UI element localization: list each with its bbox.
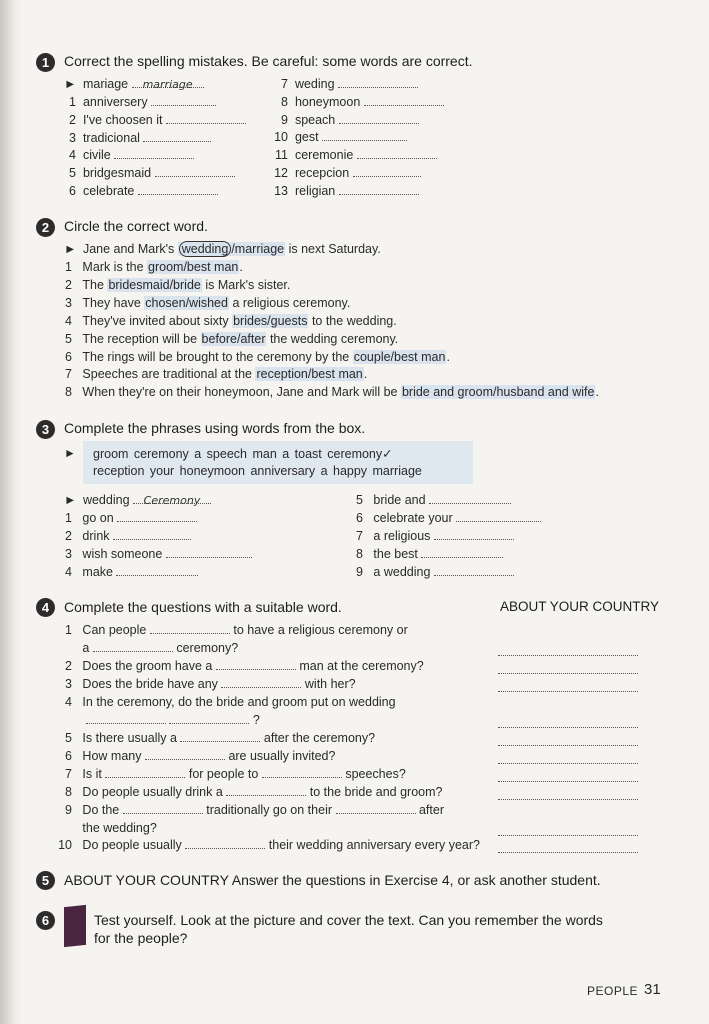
country-answer-field[interactable] [498, 851, 638, 853]
ex2-item-number: 1 [65, 260, 72, 274]
ex2-options[interactable]: groom/best man [148, 260, 239, 274]
ex1-item-word: honeymoon [294, 94, 361, 109]
ex4-question [56, 784, 443, 800]
ex4-answer-field[interactable] [169, 712, 249, 724]
ex1-answer-field[interactable] [155, 165, 235, 177]
ex3-item [355, 546, 503, 562]
ex3-item-word: a wedding [373, 565, 431, 579]
ex2-item-text: They've invited about sixty [82, 313, 233, 328]
ex4-question [56, 730, 375, 746]
ex4-answer-field[interactable] [216, 658, 296, 670]
arrow-bullet-icon: ► [64, 77, 77, 91]
ex4-question-text: the wedding? [82, 821, 157, 835]
ex3-item [64, 510, 197, 526]
ex1-answer-field[interactable] [151, 94, 216, 106]
ex4-question-number: 10 [58, 838, 72, 852]
photo-book-icon [64, 905, 86, 947]
ex4-question-text: traditionally go on their [206, 803, 333, 817]
ex1-item-number: 7 [281, 77, 288, 91]
ex1-item-word: religian [294, 183, 336, 198]
ex3-item-number: 8 [356, 547, 363, 561]
ex4-question-text: speeches? [345, 767, 406, 781]
ex2-item-text: . [363, 367, 368, 382]
ex4-question-number: 5 [65, 731, 72, 745]
ex3-answer-field[interactable] [434, 528, 514, 540]
ex1-item [64, 165, 235, 181]
ex4-question-text: their wedding anniversary every year? [268, 838, 480, 852]
ex1-answer-field[interactable] [322, 129, 407, 141]
ex3-item-word: wish someone [82, 547, 163, 561]
ex4-answer-field[interactable] [93, 640, 173, 652]
ex2-item [64, 295, 350, 311]
ex3-example [64, 492, 211, 508]
ex1-item [270, 147, 437, 163]
ex3-answer-field[interactable] [429, 492, 511, 504]
ex1-item [270, 183, 419, 199]
ex4-question-number: 7 [65, 767, 72, 781]
ex4-question-number: 8 [65, 785, 72, 799]
ex2-item-text: The rings will be brought to the ceremony by the [82, 349, 353, 364]
ex1-item-word: celebrate [82, 184, 135, 198]
ex4-question-text: Is it [82, 767, 102, 781]
ex3-item-word: a religious [373, 529, 431, 543]
ex4-question [56, 837, 480, 853]
ex2-options[interactable]: chosen/wished [145, 295, 228, 310]
exercise-1-heading: Correct the spelling mistakes. Be careful: some words are correct. [64, 53, 473, 69]
ex4-question [56, 820, 157, 836]
country-answer-field[interactable] [498, 744, 638, 746]
ex4-question-number: 1 [65, 623, 72, 637]
ex2-item-text: is Mark's sister. [201, 277, 291, 292]
ex1-item [270, 76, 418, 92]
ex1-example-answer-field[interactable] [132, 76, 204, 91]
ex2-item-text: . [239, 260, 243, 274]
ex3-item-number: 3 [65, 547, 72, 561]
ex2-example [64, 241, 381, 257]
ex1-item-number: 3 [69, 130, 76, 145]
ex2-options[interactable]: before/after [201, 331, 266, 346]
ex2-item [64, 349, 450, 365]
ex4-question [56, 622, 408, 638]
ex2-item-text: The reception will be [82, 331, 201, 346]
ex1-item-word: recepcion [294, 166, 350, 180]
ex1-item-number: 11 [275, 148, 288, 163]
ex4-question [56, 802, 444, 818]
ex1-item [64, 183, 218, 199]
ex3-item-word: go on [82, 511, 114, 525]
ex4-question-text: with her? [304, 677, 356, 691]
ex3-item [355, 564, 514, 580]
ex1-item-number: 2 [69, 112, 76, 127]
ex3-item-word: the best [373, 547, 418, 561]
ex1-item-word: gest [294, 130, 319, 145]
ex1-item-number: 9 [281, 112, 288, 127]
ex4-answer-field[interactable] [336, 802, 416, 814]
ex1-item [64, 147, 194, 163]
ex2-item-text: a religious ceremony. [228, 295, 351, 310]
exercise-5-badge: 5 [36, 871, 55, 890]
ex3-item-number: 1 [65, 511, 72, 525]
ex4-question-text: Is there usually a [82, 731, 177, 745]
ex1-answer-field[interactable] [357, 147, 437, 159]
ex3-item [355, 528, 514, 544]
ex4-question-text: Do the [82, 803, 120, 817]
ex1-item-word: weding [294, 77, 335, 91]
ex4-question-text: man at the ceremony? [299, 659, 424, 673]
ex3-item-number: 9 [356, 565, 363, 579]
ex1-item-word: bridgesmaid [82, 166, 152, 181]
ex1-item-word: tradicional [82, 130, 140, 145]
exercise-3-heading: Complete the phrases using words from the box. [64, 420, 366, 436]
ex2-options[interactable]: reception/best man [256, 367, 363, 382]
arrow-bullet-icon: ► [64, 242, 77, 256]
exercise-5-text [64, 872, 601, 888]
arrow-bullet-icon: ► [64, 446, 76, 460]
ex3-item [64, 528, 191, 544]
ex2-item-text: Speeches are traditional at the [82, 367, 256, 382]
ex3-item-word: make [82, 565, 113, 579]
ex4-question [56, 748, 335, 764]
ex4-question-text: Does the groom have a [82, 659, 213, 673]
ex3-answer-field[interactable] [434, 564, 514, 576]
ex1-example-word: mariage [82, 77, 129, 91]
country-answer-field[interactable] [498, 762, 638, 764]
ex1-item-word: anniversery [82, 95, 148, 109]
ex1-answer-field[interactable] [114, 147, 194, 159]
ex4-question [56, 694, 396, 710]
ex1-item-number: 13 [274, 183, 288, 198]
ex4-question [56, 676, 356, 692]
ex2-item [64, 331, 398, 347]
ex4-question-text: How many [82, 749, 142, 763]
ex2-item-text: . [446, 349, 450, 364]
ex4-question-text: a [82, 641, 90, 655]
ex1-item-word: I've choosen it [82, 112, 163, 127]
ex4-answer-field[interactable] [185, 837, 265, 849]
ex4-answer-field[interactable] [145, 748, 225, 760]
ex1-item-number: 12 [274, 166, 288, 180]
ex4-answer-field[interactable] [226, 784, 306, 796]
ex4-question-text: Can people [82, 623, 147, 637]
country-answer-field[interactable] [498, 690, 638, 692]
ex3-item-word: bride and [373, 493, 426, 507]
ex2-item [64, 259, 243, 275]
ex1-answer-field[interactable] [339, 112, 419, 124]
ex4-question-number: 9 [65, 803, 72, 817]
ex3-answer-field[interactable] [116, 564, 198, 576]
ex3-item-number: 2 [65, 529, 72, 543]
word-box-row-1: groom ceremony a speech man a toast ceremony✓ [93, 447, 393, 461]
ex4-question-number: 6 [65, 749, 72, 763]
ex3-example-word: wedding [82, 493, 130, 507]
word-box-row-2: reception your honeymoon anniversary a happy marriage [93, 464, 422, 478]
ex3-item-number: 6 [356, 511, 363, 525]
ex2-item-number: 5 [65, 331, 72, 346]
ex5-instruction: Answer the questions in Exercise 4, or ask another student. [228, 872, 601, 888]
ex4-question-text: ? [252, 713, 260, 727]
exercise-6-line-2: for the people? [94, 930, 188, 946]
ex3-answer-field[interactable] [166, 546, 252, 558]
ex2-item-text: . [595, 385, 599, 400]
country-answer-field[interactable] [498, 672, 638, 674]
ex1-item-word: ceremonie [294, 148, 354, 163]
ex4-question-number: 3 [65, 677, 72, 691]
ex4-question-number: 2 [65, 659, 72, 673]
arrow-bullet-icon: ► [64, 493, 77, 507]
ex1-item-word: speach [294, 112, 336, 127]
ex4-question-text: In the ceremony, do the bride and groom put on wedding [82, 695, 396, 709]
ex4-question-text: for people to [188, 767, 259, 781]
ex4-question [56, 766, 406, 782]
ex4-question-text: after [418, 803, 444, 817]
ex1-item-number: 1 [69, 95, 76, 109]
ex1-answer-field[interactable] [143, 130, 211, 142]
page-number: 31 [644, 981, 661, 998]
ex4-answer-field[interactable] [86, 712, 166, 724]
ex3-answer-field[interactable] [117, 510, 197, 522]
ex3-item [355, 510, 541, 526]
ex1-answer-field[interactable] [364, 94, 444, 106]
ex2-options[interactable]: couple/best man [353, 349, 446, 364]
ex1-item-number: 8 [281, 94, 288, 109]
ex2-item-text: to the wedding. [308, 313, 397, 328]
word-box [83, 441, 473, 484]
ex1-item [270, 94, 444, 110]
ex3-item-word: celebrate your [373, 511, 453, 525]
ex1-item-number: 4 [69, 148, 76, 163]
country-answer-field[interactable] [498, 798, 638, 800]
exercise-2-heading: Circle the correct word. [64, 218, 208, 234]
ex2-example-other-option: /marriage [231, 242, 285, 256]
ex4-question-text: Does the bride have any [82, 677, 218, 691]
ex4-question-text: after the ceremony? [263, 731, 376, 745]
ex3-answer-field[interactable] [456, 510, 541, 522]
exercise-1-badge: 1 [36, 53, 55, 72]
ex2-item [64, 384, 599, 400]
country-answer-field[interactable] [498, 834, 638, 836]
ex3-answer-field[interactable] [113, 528, 191, 540]
ex3-item [355, 492, 511, 508]
about-your-country-heading: ABOUT YOUR COUNTRY [500, 599, 660, 614]
ex4-question-text: Do people usually drink a [82, 785, 223, 799]
ex3-item [64, 564, 198, 580]
ex2-item [64, 366, 367, 382]
ex2-options[interactable]: brides/guests [233, 313, 308, 328]
ex2-item-text: Mark is the [82, 260, 148, 274]
ex1-answer-field[interactable] [338, 76, 418, 88]
ex2-item-number: 4 [65, 313, 72, 328]
ex2-example-post: is next Saturday. [285, 242, 381, 256]
ex2-item-number: 2 [65, 277, 72, 292]
ex1-answer-field[interactable] [166, 112, 246, 124]
ex4-question-text: Do people usually [82, 838, 182, 852]
ex3-item [64, 546, 252, 562]
country-answer-field[interactable] [498, 654, 638, 656]
ex1-item-word: civile [82, 148, 111, 163]
country-answer-field[interactable] [498, 726, 638, 728]
ex4-answer-field[interactable] [262, 766, 342, 778]
ex2-options[interactable]: bride and groom/husband and wife [401, 385, 595, 400]
ex2-example-circled: wedding [179, 241, 232, 257]
ex2-item [64, 313, 397, 329]
ex1-answer-field[interactable] [339, 183, 419, 195]
ex4-question-number: 4 [65, 695, 72, 709]
ex2-item-number: 6 [65, 349, 72, 364]
exercise-6-badge: 6 [36, 911, 55, 930]
ex2-item-number: 8 [65, 385, 72, 400]
ex4-answer-field[interactable] [221, 676, 301, 688]
footer-section: PEOPLE [587, 984, 639, 998]
ex3-item-number: 4 [65, 565, 72, 579]
ex4-question-text: to have a religious ceremony or [233, 623, 408, 637]
exercise-4-heading: Complete the questions with a suitable word. [64, 599, 342, 615]
ex5-lead: ABOUT YOUR COUNTRY [64, 872, 229, 888]
ex4-answer-field[interactable] [150, 622, 230, 634]
ex2-item-text: The [82, 277, 108, 292]
ex4-question [56, 712, 260, 728]
ex1-item [270, 129, 407, 145]
ex1-item-number: 6 [69, 184, 76, 198]
ex1-example-answer: marriage [142, 78, 193, 91]
ex4-answer-field[interactable] [123, 802, 203, 814]
ex2-example-pre: Jane and Mark's [82, 242, 178, 256]
ex2-item-number: 3 [65, 295, 72, 310]
ex3-item-number: 5 [356, 493, 363, 507]
ex3-item-number: 7 [356, 529, 363, 543]
ex1-item [64, 130, 211, 146]
ex4-question-text: are usually invited? [228, 749, 336, 763]
exercise-2-badge: 2 [36, 218, 55, 237]
ex4-question-text: to the bride and groom? [309, 785, 443, 799]
ex1-item-number: 5 [69, 166, 76, 181]
ex4-question [56, 658, 424, 674]
ex2-item-number: 7 [65, 367, 72, 382]
ex2-example-options[interactable] [178, 242, 285, 256]
ex2-options[interactable]: bridesmaid/bride [108, 277, 201, 292]
ex4-question-text: ceremony? [176, 641, 239, 655]
ex2-item [64, 277, 290, 293]
ex3-item-word: drink [82, 529, 110, 543]
ex1-item [270, 165, 421, 181]
ex4-question [56, 640, 238, 656]
ex2-item-text: the wedding ceremony. [266, 331, 399, 346]
page-spine-shadow [0, 0, 22, 1024]
ex1-example [64, 76, 204, 92]
exercise-4-badge: 4 [36, 598, 55, 617]
ex4-answer-field[interactable] [180, 730, 260, 742]
ex1-item [270, 112, 419, 128]
ex2-item-text: They have [82, 295, 145, 310]
ex3-example-answer-field[interactable] [133, 492, 211, 507]
ex4-answer-field[interactable] [105, 766, 185, 778]
country-answer-field[interactable] [498, 780, 638, 782]
ex2-item-text: When they're on their honeymoon, Jane and Mark will be [82, 385, 401, 400]
ex1-item-number: 10 [274, 130, 288, 145]
ex1-item [64, 94, 216, 110]
ex1-item [64, 112, 246, 128]
ex3-example-answer: Ceremony [143, 494, 201, 507]
exercise-3-badge: 3 [36, 420, 55, 439]
ex1-answer-field[interactable] [138, 183, 218, 195]
exercise-6-line-1: Test yourself. Look at the picture and cover the text. Can you remember the words [94, 912, 603, 928]
ex3-answer-field[interactable] [421, 546, 503, 558]
ex1-answer-field[interactable] [353, 165, 421, 177]
